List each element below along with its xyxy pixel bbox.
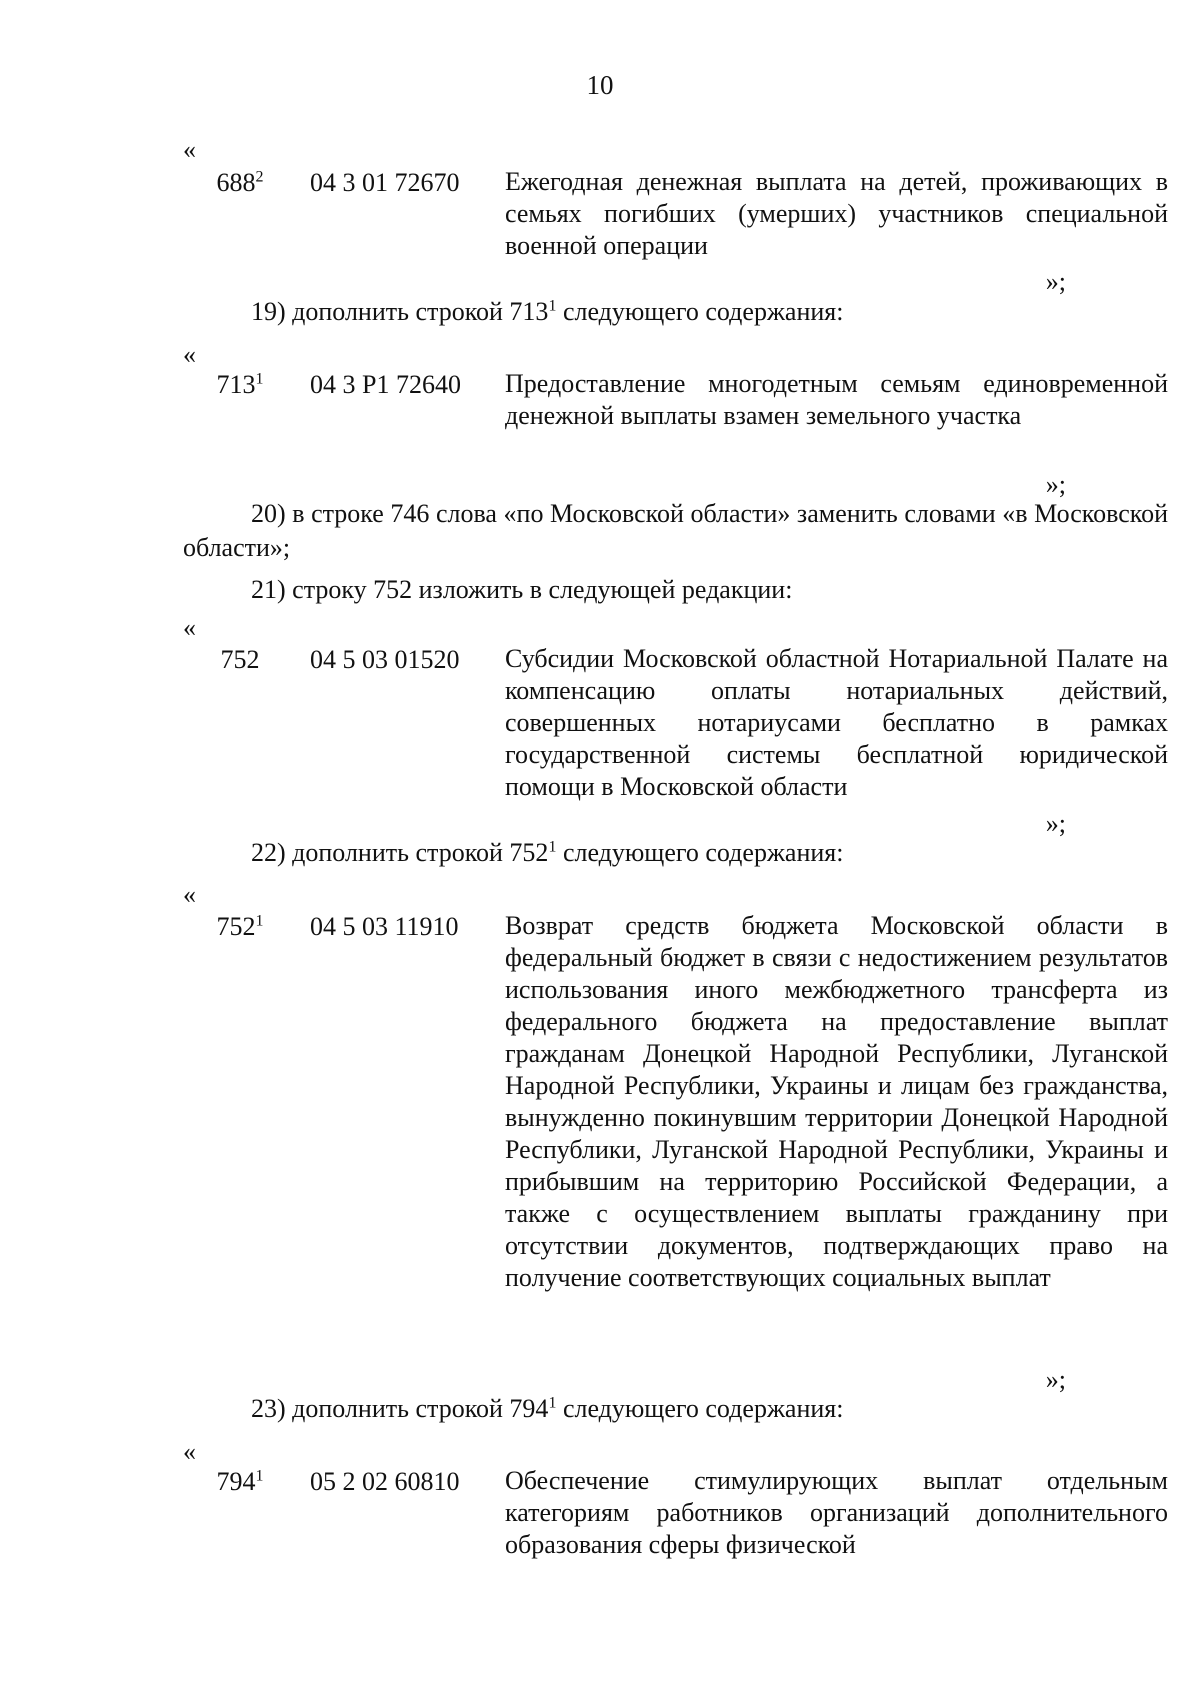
instruction-23: 23) дополнить строкой $794^1$ следующего содержания: xyxy=(251,1394,844,1423)
instruction-21: 21) строку 752 изложить в следующей редакции: xyxy=(251,575,793,604)
close-quote: »; xyxy=(1045,470,1066,499)
row-description: Субсидии Московской областной Нотариальной Палате на компенсацию оплаты нотариальных действий, совершенных нотариусами бесплатно в рамках государственной системы бесплатной юридической помощи в Московской области xyxy=(505,644,1168,801)
row-number: $752^1$ xyxy=(216,912,264,941)
row-number: $794^1$ xyxy=(216,1467,264,1496)
open-quote: « xyxy=(183,1437,196,1466)
close-quote: »; xyxy=(1045,1365,1066,1394)
open-quote: « xyxy=(183,613,196,642)
row-code: 04 3 01 72670 xyxy=(310,168,460,197)
row-code: 04 5 03 11910 xyxy=(310,912,459,941)
row-number: $713^1$ xyxy=(216,370,264,399)
row-description: Ежегодная денежная выплата на детей, проживающих в семьях погибших (умерших) участников специальной военной операции xyxy=(505,167,1168,260)
row-description: Предоставление многодетным семьям единовременной денежной выплаты взамен земельного участка xyxy=(505,369,1168,430)
row-description: Обеспечение стимулирующих выплат отдельным категориям работников организаций дополнительного образования сферы физической xyxy=(505,1466,1168,1559)
row-number: $688^2$ xyxy=(216,168,264,197)
row-code: 05 2 02 60810 xyxy=(310,1467,460,1496)
row-description: Возврат средств бюджета Московской области в федеральный бюджет в связи с недостижением результатов использования иного межбюджетного трансферта из федерального бюджета на предоставление выплат гражданам Донецкой Народной Республики, Луганской Народной Республики, Украины и лицам без гражданства, вынужденно покинувшим территории Донецкой Народной Республики, Луганской Народной Республики, Украины и прибывшим на территорию Российской Федерации, а также с осуществлением выплаты гражданину при отсутствии документов, подтверждающих право на получение соответствующих социальных выплат xyxy=(505,911,1168,1292)
instruction-22: 22) дополнить строкой $752^1$ следующего содержания: xyxy=(251,838,844,867)
close-quote: »; xyxy=(1045,809,1066,838)
open-quote: « xyxy=(183,340,196,369)
row-number: 752 xyxy=(220,645,260,674)
row-code: 04 5 03 01520 xyxy=(310,645,460,674)
instruction-20: 20) в строке 746 слова «по Московской области» заменить словами «в Московской области»; xyxy=(183,499,1168,562)
page-number: 10 xyxy=(586,70,614,100)
close-quote: »; xyxy=(1045,267,1066,296)
open-quote: « xyxy=(183,135,196,164)
open-quote: « xyxy=(183,880,196,909)
instruction-19: 19) дополнить строкой $713^1$ следующего содержания: xyxy=(251,297,844,326)
row-code: 04 3 P1 72640 xyxy=(310,370,461,399)
